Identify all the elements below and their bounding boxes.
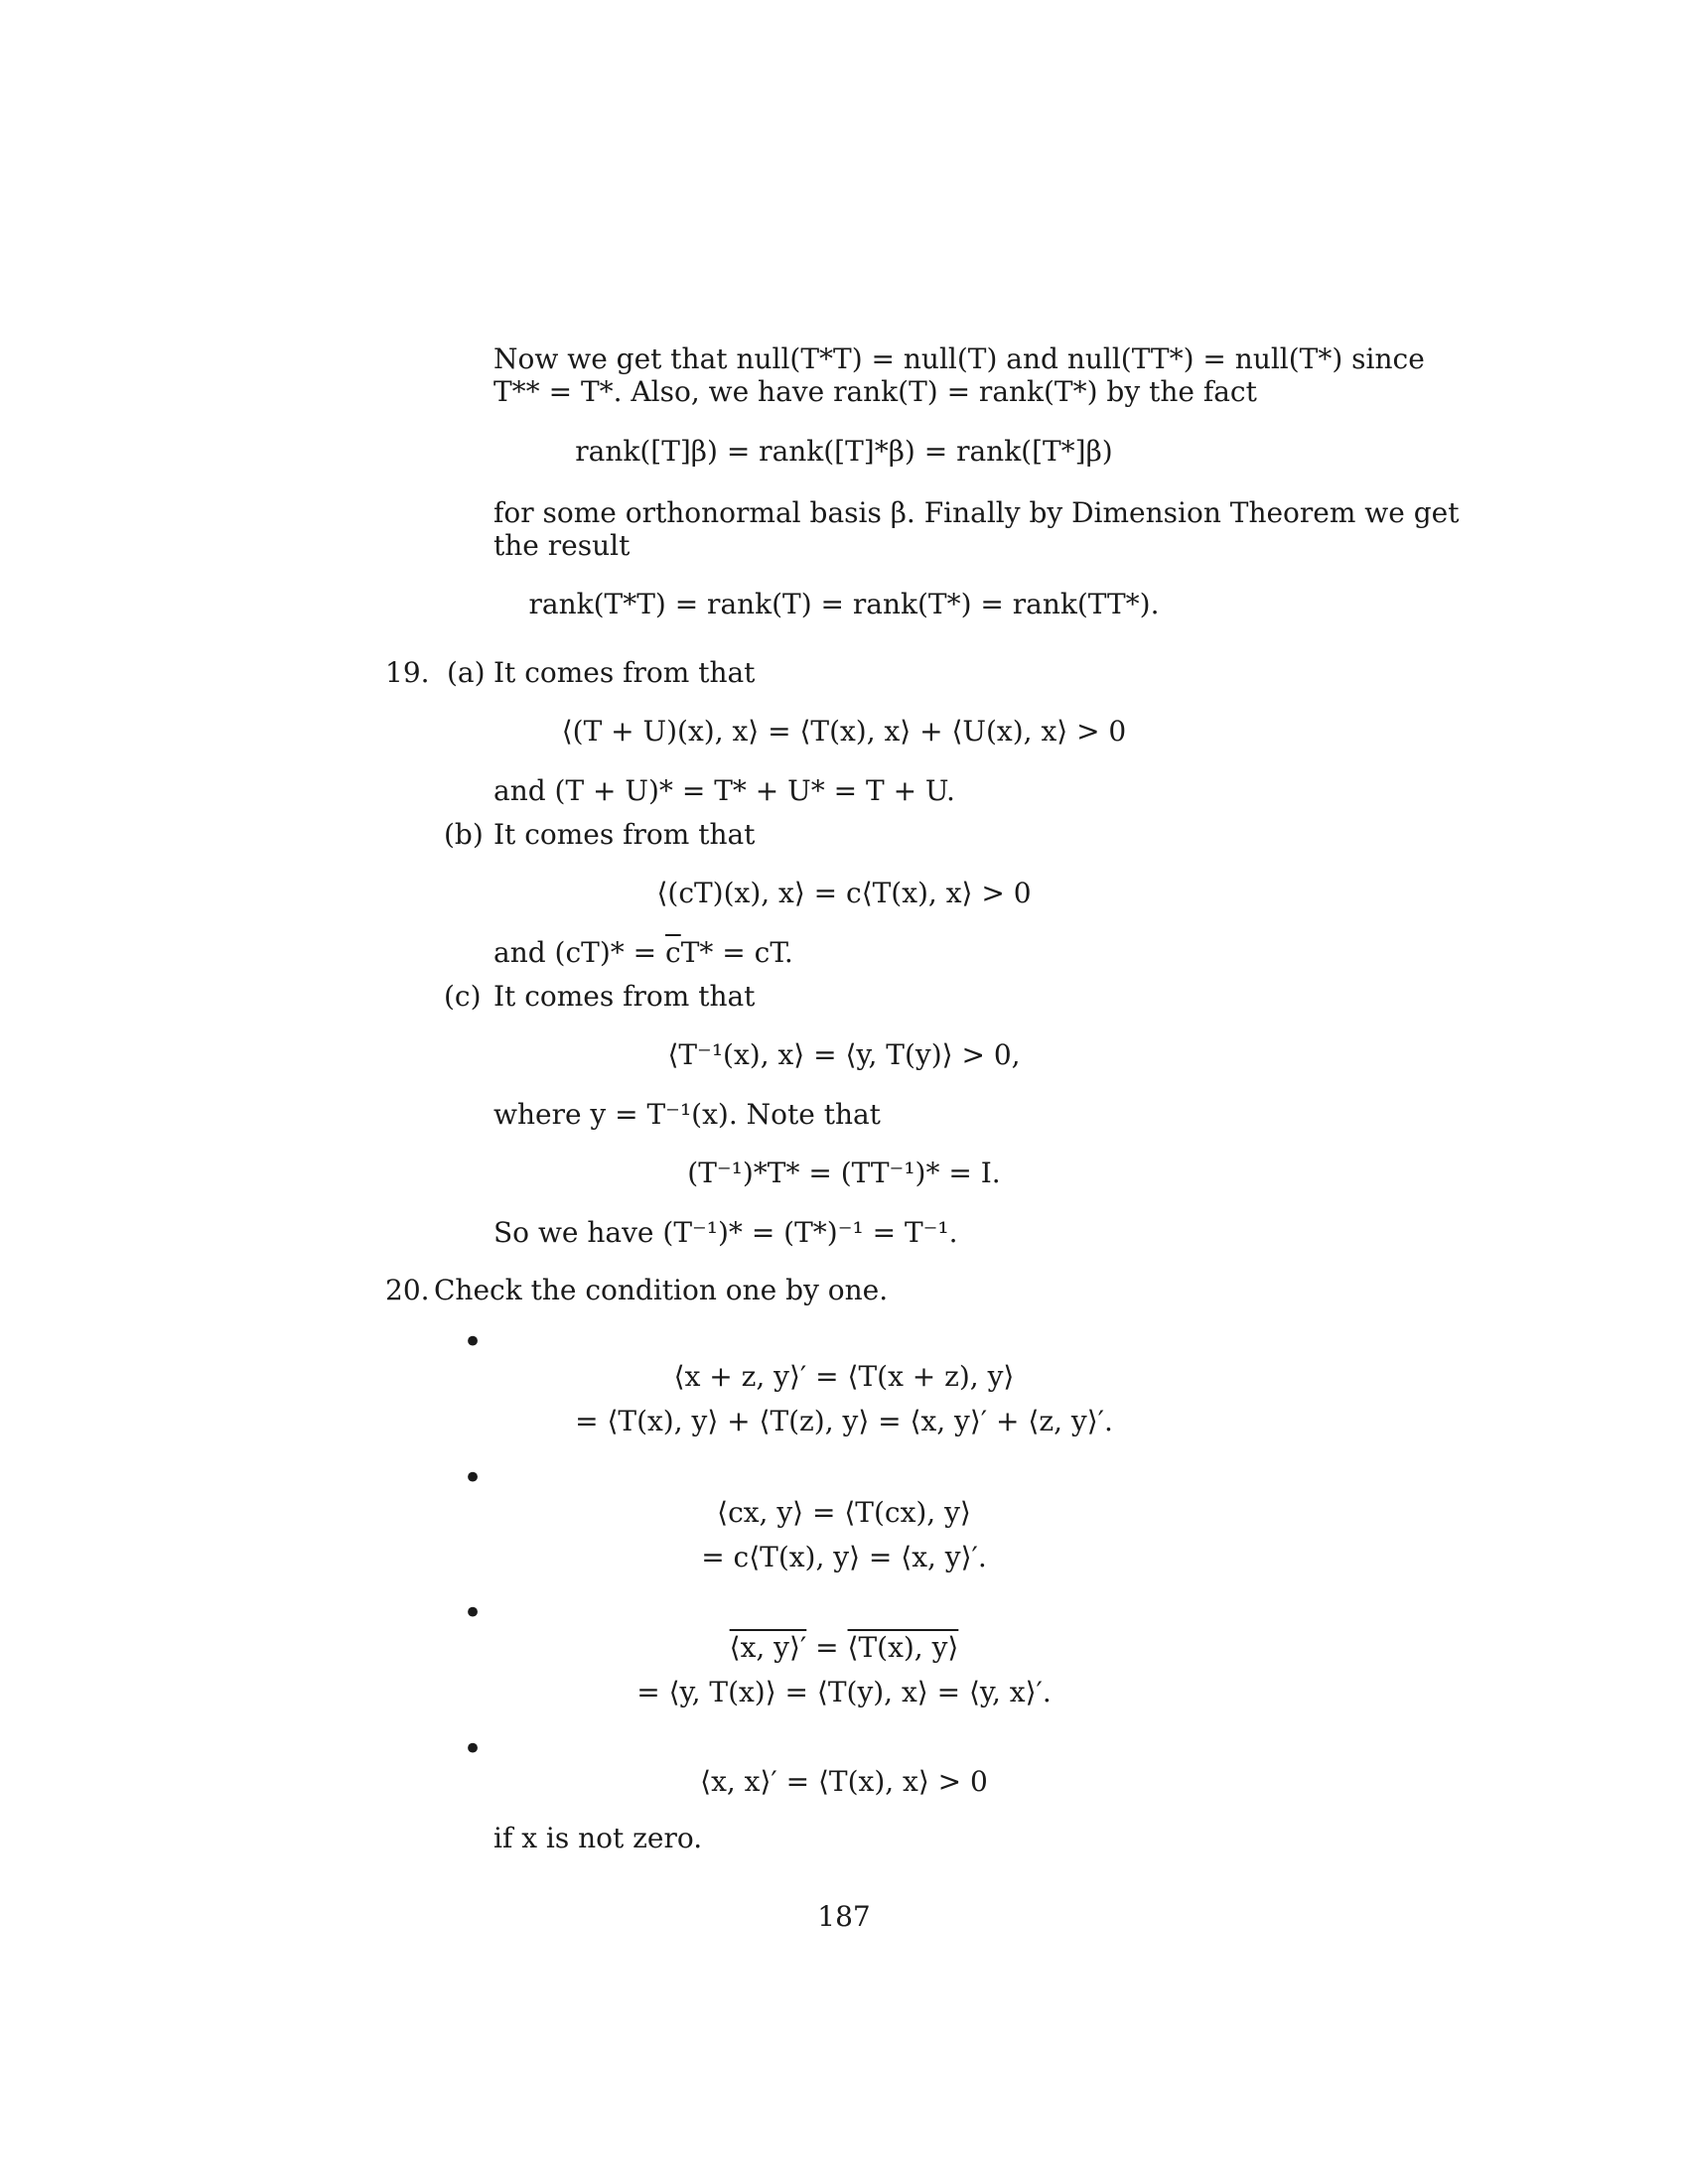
problem-19a-text: It comes from that bbox=[493, 656, 756, 689]
bullet-1: • bbox=[463, 1322, 484, 1362]
intro-line-4: the result bbox=[493, 529, 631, 562]
problem-19a-label: (a) bbox=[447, 656, 486, 689]
equation-19a: ⟨(T + U)(x), x⟩ = ⟨T(x), x⟩ + ⟨U(x), x⟩ > 0 bbox=[561, 715, 1127, 748]
equation-20-3b: = ⟨y, T(x)⟩ = ⟨T(y), x⟩ = ⟨y, x⟩′. bbox=[636, 1676, 1052, 1708]
equation-rank-matrix: rank([T]β) = rank([T]*β) = rank([T*]β) bbox=[575, 435, 1113, 468]
problem-19c-label: (c) bbox=[444, 980, 482, 1013]
equation-rank-result: rank(T*T) = rank(T) = rank(T*) = rank(TT*). bbox=[528, 588, 1160, 620]
equation-20-1b: = ⟨T(x), y⟩ + ⟨T(z), y⟩ = ⟨x, y⟩′ + ⟨z, y⟩′. bbox=[575, 1405, 1113, 1437]
conjugate-c: $\overline{c}$ bbox=[665, 936, 681, 969]
problem-20-text: Check the condition one by one. bbox=[434, 1274, 889, 1306]
problem-19c-so: So we have (T⁻¹)* = (T*)⁻¹ = T⁻¹. bbox=[493, 1216, 958, 1249]
problem-19c-where: where y = T⁻¹(x). Note that bbox=[493, 1098, 881, 1131]
equation-19c-inverse: (T⁻¹)*T* = (TT⁻¹)* = I. bbox=[687, 1157, 1001, 1189]
equation-20-1a: ⟨x + z, y⟩′ = ⟨T(x + z), y⟩ bbox=[673, 1360, 1015, 1393]
problem-19a-after: and (T + U)* = T* + U* = T + U. bbox=[493, 774, 955, 807]
problem-19c-text: It comes from that bbox=[493, 980, 756, 1013]
problem-19b-after: and $(cT)* = \overline{c}T*$ = cT. bbox=[493, 936, 793, 969]
problem-19-number: 19. bbox=[385, 656, 430, 689]
intro-line-2: T** = T*. Also, we have rank(T) = rank(T*) by the fact bbox=[493, 375, 1257, 408]
equation-20-3a: ⟨x, y⟩′ = ⟨T(x), y⟩ bbox=[729, 1631, 959, 1664]
problem-20-number: 20. bbox=[385, 1274, 430, 1306]
equation-19b: ⟨(cT)(x), x⟩ = c⟨T(x), x⟩ > 0 bbox=[656, 877, 1032, 909]
bullet-3: • bbox=[463, 1593, 484, 1633]
intro-line-1: Now we get that null(T*T) = null(T) and null(TT*) = null(T*) since bbox=[493, 342, 1425, 375]
equation-20-2b: = c⟨T(x), y⟩ = ⟨x, y⟩′. bbox=[701, 1541, 987, 1573]
equation-20-4: ⟨x, x⟩′ = ⟨T(x), x⟩ > 0 bbox=[700, 1765, 988, 1798]
problem-19b-label: (b) bbox=[444, 818, 484, 851]
intro-line-3: for some orthonormal basis β. Finally by Dimension Theorem we get bbox=[493, 496, 1460, 529]
bullet-4: • bbox=[463, 1729, 484, 1769]
problem-19b-text: It comes from that bbox=[493, 818, 756, 851]
equation-20-2a: ⟨cx, y⟩ = ⟨T(cx), y⟩ bbox=[717, 1496, 971, 1529]
page-number: 187 bbox=[817, 1900, 871, 1933]
equation-19c: ⟨T⁻¹(x), x⟩ = ⟨y, T(y)⟩ > 0, bbox=[667, 1038, 1021, 1071]
bullet-2: • bbox=[463, 1458, 484, 1498]
problem-20-final: if x is not zero. bbox=[493, 1822, 703, 1854]
